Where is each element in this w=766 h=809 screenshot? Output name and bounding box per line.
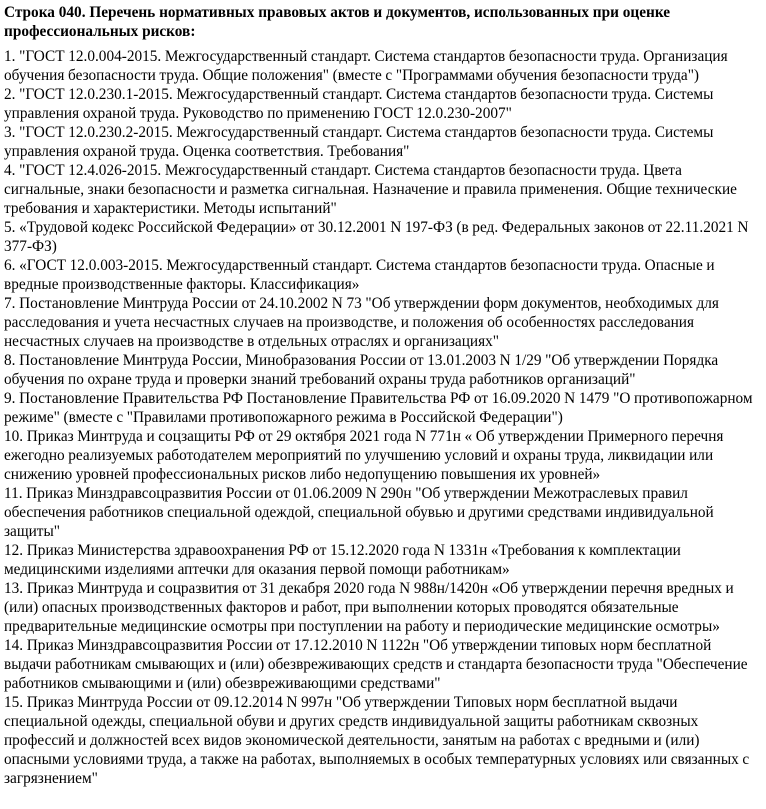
list-item: 9. Постановление Правительства РФ Постановление Правительства РФ от 16.09.2020 N 1479 "О противопожарном режиме" (вместе с "Правилами противопожарного режима в Российской Федерации") [4, 390, 753, 426]
list-item: 11. Приказ Минздравсоцразвития России от 01.06.2009 N 290н "Об утверждении Межотраслевых правил обеспечения работников специальной одеждой, специальной обувью и другими средствами индивидуальной защиты" [4, 485, 714, 540]
list-item: 15. Приказ Минтруда России от 09.12.2014 N 997н "Об утверждении Типовых норм бесплатной выдачи специальной одежды, специальной обуви и других средств индивидуальной защиты работникам сквозных профессий и должностей всех видов экономической деятельности, занятым на работах с вредными и (или) опасными условиями труда, а также на работах, выполняемых в особых температурных условиях или связанных с загрязнением" [4, 694, 750, 787]
list-item: 7. Постановление Минтруда России от 24.10.2002 N 73 "Об утверждении форм документов, необходимых для расследования и учета несчастных случаев на производстве, и положения об особенностях расследования несчастных случаев на производстве в отдельных отраслях и организациях" [4, 295, 719, 350]
list-item: 6. «ГОСТ 12.0.003-2015. Межгосударственный стандарт. Система стандартов безопасности труда. Опасные и вредные производственные факторы. Классификация» [4, 257, 715, 293]
list-item: 13. Приказ Минтруда и соцразвития от 31 декабря 2020 года N 988н/1420н «Об утверждении перечня вредных и (или) опасных производственных факторов и работ, при выполнении которых проводятся обязательные предварительные медицинские осмотры при поступлении на работу и периодические медицинские осмотры» [4, 580, 734, 635]
list-item: 3. "ГОСТ 12.0.230.2-2015. Межгосударственный стандарт. Система стандартов безопасности труда. Системы управления охраной труда. Оценка соответствия. Требования" [4, 124, 714, 160]
section-heading: Строка 040. Перечень нормативных правовых актов и документов, использованных при оценке профессиональных рисков: [4, 4, 671, 40]
list-item: 8. Постановление Минтруда России, Минобразования России от 13.01.2003 N 1/29 "Об утверждении Порядка обучения по охране труда и проверки знаний требований охраны труда работников организаций" [4, 352, 719, 388]
list-item: 1. "ГОСТ 12.0.004-2015. Межгосударственный стандарт. Система стандартов безопасности труда. Организация обучения безопасности труда. Общие положения" (вместе с "Программами обучения безопасности труда") [4, 48, 728, 84]
regulations-list [4, 47, 766, 788]
list-item: 10. Приказ Минтруда и соцзащиты РФ от 29 октября 2021 года N 771н « Об утверждении Примерного перечня ежегодно реализуемых работодателем мероприятий по улучшению условий и охраны труда, ликвидации или снижению уровней профессиональных рисков либо недопущению повышения их уровней» [4, 428, 724, 483]
list-item: 14. Приказ Минздравсоцразвития России от 17.12.2010 N 1122н "Об утверждении типовых норм бесплатной выдачи работникам смывающих и (или) обезвреживающих средств и стандарта безопасности труда "Обеспечение работников смывающими и (или) обезвреживающими средствами" [4, 637, 748, 692]
list-item: 2. "ГОСТ 12.0.230.1-2015. Межгосударственный стандарт. Система стандартов безопасности труда. Системы управления охраной труда. Руководство по применению ГОСТ 12.0.230-2007" [4, 86, 714, 122]
list-item: 12. Приказ Министерства здравоохранения РФ от 15.12.2020 года N 1331н «Требования к комплектации медицинскими изделиями аптечки для оказания первой помощи работникам» [4, 542, 681, 578]
list-item: 4. "ГОСТ 12.4.026-2015. Межгосударственный стандарт. Система стандартов безопасности труда. Цвета сигнальные, знаки безопасности и разметка сигнальная. Назначение и правила применения. Общие технические требования и характеристики. Методы испытаний" [4, 162, 737, 217]
list-item: 5. «Трудовой кодекс Российской Федерации» от 30.12.2001 N 197-ФЗ (в ред. Федеральных законов от 22.11.2021 N 377-ФЗ) [4, 219, 749, 255]
